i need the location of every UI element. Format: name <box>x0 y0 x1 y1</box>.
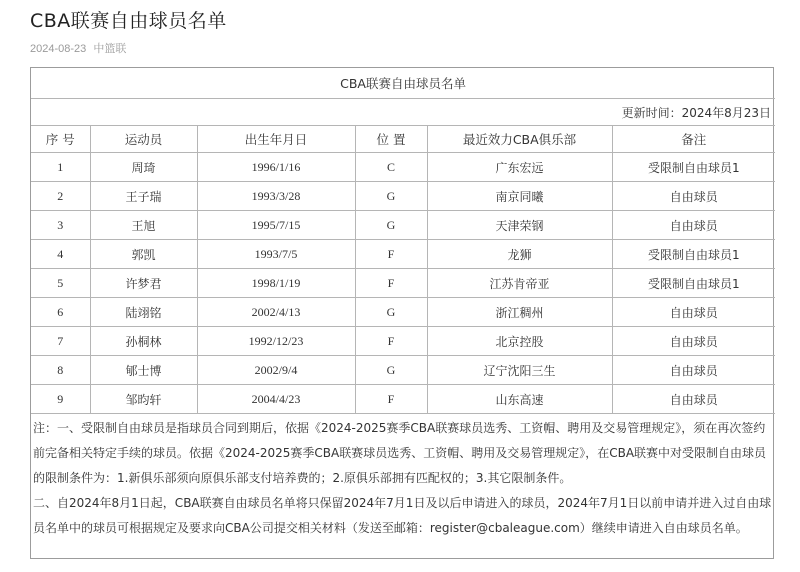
table-row <box>31 298 775 327</box>
cell-player: 王旭 <box>90 211 197 240</box>
column-header-club: 最近效力CBA俱乐部 <box>427 126 612 153</box>
cell-player: 王子瑞 <box>90 182 197 211</box>
cell-birth: 2002/9/4 <box>197 356 355 385</box>
cell-club: 北京控股 <box>427 327 612 356</box>
table-row <box>31 327 775 356</box>
cell-note: 自由球员 <box>612 182 775 211</box>
cell-player: 郭凯 <box>90 240 197 269</box>
cell-note: 自由球员 <box>612 211 775 240</box>
publish-source: 中篮联 <box>93 43 127 55</box>
table-row <box>31 153 775 182</box>
note-paragraph-2: 二、自2024年8月1日起，CBA联赛自由球员名单将只保留2024年7月1日及以后申请进入的球员，2024年7月1日以前申请并进入过自由球员名单中的球员可根据规定及要求向CBA公司提交相关材料（发送至邮箱：register@cbaleague.com）继续申请进入自由球员名单。 <box>33 496 772 535</box>
cell-no: 6 <box>31 298 90 327</box>
cell-player: 邹昀轩 <box>90 385 197 414</box>
cell-no: 9 <box>31 385 90 414</box>
cell-note: 受限制自由球员1 <box>612 240 775 269</box>
cell-no: 5 <box>31 269 90 298</box>
cell-club: 天津荣钢 <box>427 211 612 240</box>
table-header-row <box>31 126 775 153</box>
cell-birth: 2002/4/13 <box>197 298 355 327</box>
cell-note: 受限制自由球员1 <box>612 153 775 182</box>
cell-position: F <box>355 385 427 414</box>
cell-club: 辽宁沈阳三生 <box>427 356 612 385</box>
cell-position: F <box>355 240 427 269</box>
cell-note: 自由球员 <box>612 327 775 356</box>
cell-no: 4 <box>31 240 90 269</box>
cell-note: 自由球员 <box>612 356 775 385</box>
column-header-birth: 出生年月日 <box>197 126 355 153</box>
sheet-title: CBA联赛自由球员名单 <box>31 68 775 99</box>
table-row <box>31 211 775 240</box>
cell-birth: 1993/3/28 <box>197 182 355 211</box>
cell-position: G <box>355 356 427 385</box>
cell-no: 1 <box>31 153 90 182</box>
cell-position: G <box>355 211 427 240</box>
cell-club: 广东宏远 <box>427 153 612 182</box>
note-paragraph-1: 注：一、受限制自由球员是指球员合同到期后，依据《2024-2025赛季CBA联赛球员选秀、工资帽、聘用及交易管理规定》，须在再次签约前完备相关特定手续的球员。依据《2024-2025赛季CBA联赛球员选秀、工资帽、聘用及交易管理规定》，在CBA联赛中对受限制自由球员的限制条件为：1.新俱乐部须向原俱乐部支付培养费的；2.原俱乐部拥有匹配权的；3.其它限制条件。 <box>33 421 767 485</box>
cell-no: 7 <box>31 327 90 356</box>
cell-birth: 1996/1/16 <box>197 153 355 182</box>
column-header-position: 位 置 <box>355 126 427 153</box>
free-agent-sheet <box>30 67 774 559</box>
cell-birth: 2004/4/23 <box>197 385 355 414</box>
cell-no: 3 <box>31 211 90 240</box>
column-header-note: 备注 <box>612 126 775 153</box>
cell-club: 山东高速 <box>427 385 612 414</box>
cell-birth: 1993/7/5 <box>197 240 355 269</box>
cell-birth: 1995/7/15 <box>197 211 355 240</box>
cell-no: 2 <box>31 182 90 211</box>
cell-no: 8 <box>31 356 90 385</box>
cell-note: 受限制自由球员1 <box>612 269 775 298</box>
column-header-player: 运动员 <box>90 126 197 153</box>
cell-birth: 1992/12/23 <box>197 327 355 356</box>
cell-club: 江苏肯帝亚 <box>427 269 612 298</box>
table-row <box>31 240 775 269</box>
cell-club: 龙狮 <box>427 240 612 269</box>
cell-player: 许梦君 <box>90 269 197 298</box>
cell-position: G <box>355 298 427 327</box>
publish-date: 2024-08-23 <box>30 43 87 55</box>
cell-position: C <box>355 153 427 182</box>
cell-position: F <box>355 327 427 356</box>
cell-player: 周琦 <box>90 153 197 182</box>
table-row <box>31 269 775 298</box>
cell-club: 浙江稠州 <box>427 298 612 327</box>
cell-position: F <box>355 269 427 298</box>
table-row <box>31 385 775 414</box>
free-agent-table <box>31 68 775 561</box>
cell-note: 自由球员 <box>612 385 775 414</box>
cell-position: G <box>355 182 427 211</box>
article-meta <box>30 40 130 56</box>
cell-club: 南京同曦 <box>427 182 612 211</box>
page-title: CBA联赛自由球员名单 <box>30 10 227 32</box>
table-row <box>31 182 775 211</box>
column-header-no: 序 号 <box>31 126 90 153</box>
cell-player: 陆翊铭 <box>90 298 197 327</box>
notes-cell <box>31 414 775 562</box>
updated-time: 更新时间：2024年8月23日 <box>31 99 775 126</box>
table-row <box>31 356 775 385</box>
cell-note: 自由球员 <box>612 298 775 327</box>
cell-player: 郇士博 <box>90 356 197 385</box>
cell-player: 孙桐林 <box>90 327 197 356</box>
cell-birth: 1998/1/19 <box>197 269 355 298</box>
